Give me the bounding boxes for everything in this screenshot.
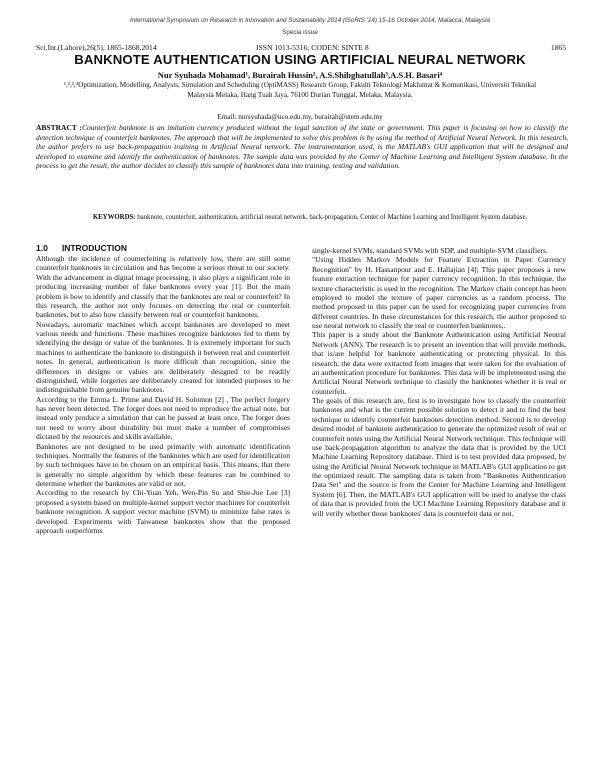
section-number: 1.0 bbox=[36, 243, 48, 253]
paragraph: According to the research by Chi-Yuan Yeh, Wen-Pin Su and Shie-Jue Lee [3] proposed a system based on multiple-kernel support vector machines for counterfeit banknote recognition. A support vector machine (SVM) to minimize false rates is developed. Experiments with Taiwanese banknotes show that the proposed approach outperforms bbox=[36, 488, 290, 535]
section-title: INTRODUCTION bbox=[61, 243, 127, 253]
left-column bbox=[36, 254, 290, 535]
abstract bbox=[36, 123, 568, 171]
right-column bbox=[312, 246, 566, 518]
keywords-label: KEYWORDS: bbox=[92, 214, 136, 221]
abstract-label: ABSTRACT : bbox=[36, 123, 82, 132]
paragraph: This paper is a study about the Banknote Authentication using Artificial Neutral Network (ANN). The research is to present an invention that will provide methods, that is/are helpful for banknote authenticating or protecting physical. In this research, the data were extracted from images that were taken for the evaluation of an authentication procedure for banknotes. This data will be implemented using the Artificial Neural Network technique to classify the banknotes whether it is real or counterfeit. bbox=[312, 330, 566, 396]
special-issue-label: Specia issue bbox=[282, 29, 318, 36]
journal-issn: ISSN 1013-5316; CODEN: SINTE 8 bbox=[256, 43, 369, 52]
page-number: 1865 bbox=[550, 43, 566, 52]
abstract-text: Counterfeit banknote is an imitation currency produced without the legal sanction of the state or government. This paper is focusing on how to classify the detection technique of counterfeit banknotes. The approach that will be implemented to solve this problem is by using the method of Artificial Neural Network. In this research, the author prefers to use back-propagation training in Artificial Neural network. The instrumentation used, is the MATLAB's GUI application that will be designed and developed to examine and identify the authentication of banknotes. The sample data was provided by the Center of Machine Learning and Intelligent System database. In the process to get the result, the author decides to classify this sample of banknotes data into training, testing and validation. bbox=[36, 123, 568, 171]
email: Email: nursyuhada@uco.edu.my, burairah@utem.edu.my bbox=[217, 113, 383, 121]
paragraph: Nowadays, automatic machines which accept banknotes are developed to meet various needs and functions. These machines recognize banknotes fed to them by identifying the design or value of the banknotes. It is extremely important for such machines to authenticate the banknote to distinguish it between real and counterfeit notes. In general, authentication is more difficult than recognition, since the differences in designs or values are deliberately designed to be readily distinguished, while forgeries are deliberately created for intended purposes to be indistinguishable from genuine banknotes. bbox=[36, 319, 290, 395]
paragraph: Although the incidence of counterfeiting is relatively low, there are still some counterfeit banknotes in circulation and has become a serious threat to our society. With the advancement in digital image processing, it also plays a significant role in producing increasing number of fake banknotes every year [1]. But the main problem is how to identify and classify that the banknotes are real or counterfeit? In this research, the author not only focuses on detecting the real or counterfeit banknotes, but to also how classify between real or counterfeit banknotes. bbox=[36, 254, 290, 320]
paper-title: BANKNOTE AUTHENTICATION USING ARTIFICIAL NEURAL NETWORK bbox=[74, 52, 526, 67]
authors: Nur Syuhada Mohamad¹, Burairah Hussin², A.S.Shibghatullah³,A.S.H. Basari⁴ bbox=[157, 70, 443, 80]
section-heading bbox=[36, 243, 141, 253]
keywords-text: banknote, counterfeit, authentication, artificial neural network, back-propagation, Center of Machine Learning and Intelligent System database. bbox=[137, 214, 528, 221]
paragraph: "Using Hidden Markov Models for Feature Extraction in Paper Currency Recognition" by H. Hassanpour and E. Hallajian [4]; This paper proposes a new feature extraction technique for paper currency recognition. In this technique, the texture characteristic is used in the recognition. The Markov chain concept has been employed to model the texture of paper currencies as a random process. The method proposed in this paper can be used for recognizing paper currencies from different countries. In these circumstances for this research, the author proposed to use neural network to classify the real or counterfeit banknotes,. bbox=[312, 255, 566, 330]
conference-header: International Symposium on Research in Innovation and Sustainability 2014 (ISoRIS '14) 15-16 October 2014, Malacca, Malaysia bbox=[130, 17, 490, 24]
keywords bbox=[80, 213, 540, 222]
paragraph: The goals of this research are, first is to investigate how to classify the counterfeit banknotes and what is the current possible solution to detect it and to find the best technique to identify counterfeit banknotes detection method. Second is to develop desired model of banknote authentication to generate the optimized result of real or counterfeit notes using the Artificial Neural Network technique. This technique will use back-propagation algorithm to analyze the data that is provided by the UCI Machine Learning Repository database. Third is to test provided data proposed, by using the Artificial Neural Network technique in MATLAB's GUI application to get the optimized result. The sampling data is taken from "Banknotes Authentication Data Set" and the source is from the Center for Machine Learning and Intelligent System [6]. Then, the MATLAB's GUI application will be used to analyse the class of data that is provided from the UCI Machine Learning Repository database and it will verify whether those banknotes' data is counterfeit data or not. bbox=[312, 396, 566, 518]
paragraph: Banknotes are not designed to be used primarily with automatic identification techniques. Normally the features of the banknotes which are used for identification by such techniques have to be chosen on an empirical basis. This means, that there is generally no simple algorithm by which these features can be combined to determine whether the banknotes are valid or not. bbox=[36, 441, 290, 488]
paragraph: single-kernel SVMs, standard SVMs with SDP, and multiple-SVM classifiers. bbox=[312, 246, 548, 255]
paragraph: According to the Emma L. Prime and David H. Solomon [2] , The perfect forgery has never been detected. The forger does not need to reproduce the actual note, but instead only produce a simulation that can be passed at least once. The forger does not need to worry about durability but must make a number of compromises dictated by the resources and skills available. bbox=[36, 394, 290, 442]
affiliation: ¹,²,³,⁴Optimization, Modelling, Analysis, Simulation and Scheduling (OptiMASS) Research Group, Fakulti Teknologi Maklumat & Komunikasi, Universiti Teknikal Malaysia Melaka, Hang Tuah Jaya, 76100 Durian Tunggal, Melaka, Malaysia. bbox=[63, 81, 537, 99]
journal-citation: Sci.Int.(Lahore),26(5), 1865-1868,2014 bbox=[36, 43, 157, 52]
